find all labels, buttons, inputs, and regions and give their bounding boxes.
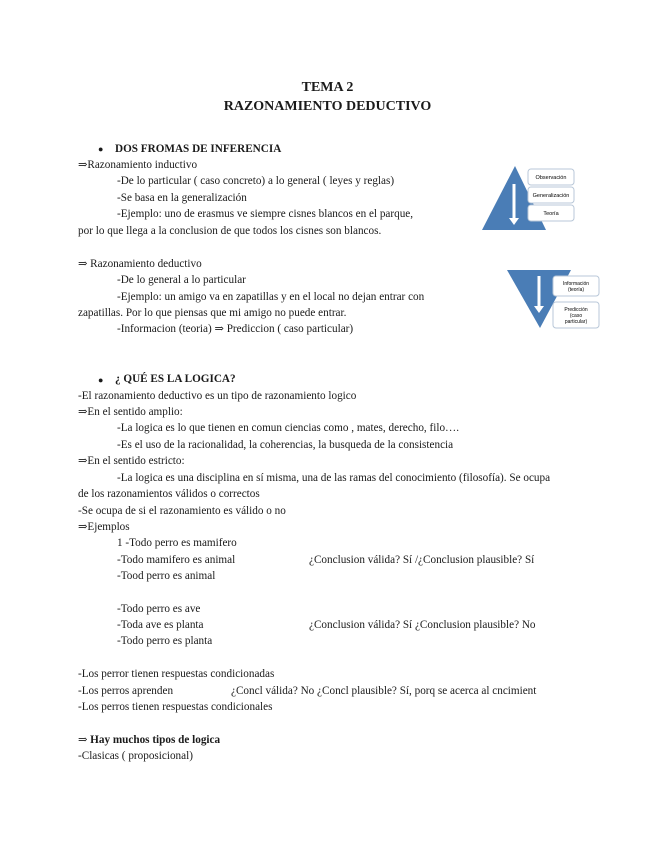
- inductive-line-1: -De lo particular ( caso concreto) a lo general ( leyes y reglas): [117, 175, 395, 187]
- logic-line-8: -Se ocupa de si el razonamiento es válido o no: [78, 505, 286, 517]
- example3-question: ¿Concl válida? No ¿Concl plausible? Sí, porq se acerca al cncimient: [231, 685, 537, 697]
- inverted-label-particular: particular): [564, 319, 588, 325]
- title-line-1: TEMA 2: [301, 80, 354, 95]
- logic-line-3: -La logica es lo que tienen en comun ciencias como , mates, derecho, filo….: [117, 422, 460, 434]
- title-line-2: RAZONAMIENTO DEDUCTIVO: [223, 99, 432, 114]
- logic-line-9: ⇒Ejemplos: [78, 521, 130, 533]
- logic-line-5: ⇒En el sentido estricto:: [78, 455, 185, 467]
- deductive-line-4: -Informacion (teoria) ⇒ Prediccion ( caso particular): [117, 323, 354, 335]
- pyramid-label-theory: Teoría: [543, 211, 559, 217]
- example1-line-c: -Tood perro es animal: [117, 570, 216, 582]
- inductive-pyramid-diagram: [478, 158, 578, 238]
- example2-line-b: -Toda ave es planta: [117, 619, 204, 631]
- deductive-title: ⇒ Razonamiento deductivo: [78, 258, 202, 270]
- inductive-line-2: -Se basa en la generalización: [117, 192, 247, 204]
- example1-line-b: -Todo mamifero es animal: [117, 554, 236, 566]
- logic-line-2: ⇒En el sentido amplio:: [78, 406, 183, 418]
- inverted-label-prediction: Predicción: [564, 307, 588, 313]
- pyramid-label-generalization: Generalización: [532, 193, 570, 199]
- example1-line-a: 1 -Todo perro es mamifero: [117, 537, 237, 549]
- section-heading-logic: ¿ QUÉ ES LA LOGICA?: [115, 373, 236, 385]
- inverted-label-theory: (teoría): [567, 287, 585, 293]
- example3-line-c: -Los perros tienen respuestas condicionales: [78, 701, 273, 713]
- example3-line-b: -Los perros aprenden: [78, 685, 174, 697]
- logic-types-heading: [78, 733, 220, 747]
- deductive-line-3: zapatillas. Por lo que piensas que mi amigo no puede entrar.: [78, 307, 347, 319]
- logic-types-heading-text: Hay muchos tipos de logica: [90, 734, 221, 746]
- inverted-label-information: Información: [562, 281, 590, 287]
- logic-line-4: -Es el uso de la racionalidad, la coherencias, la busqueda de la consistencia: [117, 439, 454, 451]
- section-heading-inference: DOS FROMAS DE INFERENCIA: [115, 143, 282, 155]
- inverted-label-case: (caso: [569, 313, 583, 319]
- example3-line-a: -Los perror tienen respuestas condicionadas: [78, 668, 275, 680]
- arrow-icon: ⇒: [78, 734, 88, 746]
- example2-question: ¿Conclusion válida? Sí ¿Conclusion plausible? No: [309, 619, 536, 631]
- inductive-line-3: -Ejemplo: uno de erasmus ve siempre cisnes blancos en el parque,: [117, 208, 414, 220]
- logic-line-1: -El razonamiento deductivo es un tipo de razonamiento logico: [78, 390, 357, 402]
- example2-line-a: -Todo perro es ave: [117, 603, 201, 615]
- logic-types-line-1: -Clasicas ( proposicional): [78, 750, 193, 762]
- logic-line-7: de los razonamientos válidos o correctos: [78, 488, 260, 500]
- logic-line-6: -La logica es una disciplina en sí misma, una de las ramas del conocimiento (filosofía). Se ocupa: [117, 472, 551, 484]
- inductive-line-4: por lo que llega a la conclusion de que todos los cisnes son blancos.: [78, 225, 382, 237]
- deductive-line-2: -Ejemplo: un amigo va en zapatillas y en el local no dejan entrar con: [117, 291, 425, 303]
- example2-line-c: -Todo perro es planta: [117, 635, 213, 647]
- bullet-icon: ●: [98, 144, 104, 154]
- bullet-icon: ●: [98, 375, 104, 385]
- pyramid-label-observation: Observación: [535, 175, 567, 181]
- inductive-title: ⇒Razonamiento inductivo: [78, 159, 198, 171]
- example1-question: ¿Conclusion válida? Sí /¿Conclusion plausible? Sí: [309, 554, 535, 566]
- deductive-line-1: -De lo general a lo particular: [117, 274, 246, 286]
- deductive-inverted-pyramid-diagram: [503, 266, 603, 334]
